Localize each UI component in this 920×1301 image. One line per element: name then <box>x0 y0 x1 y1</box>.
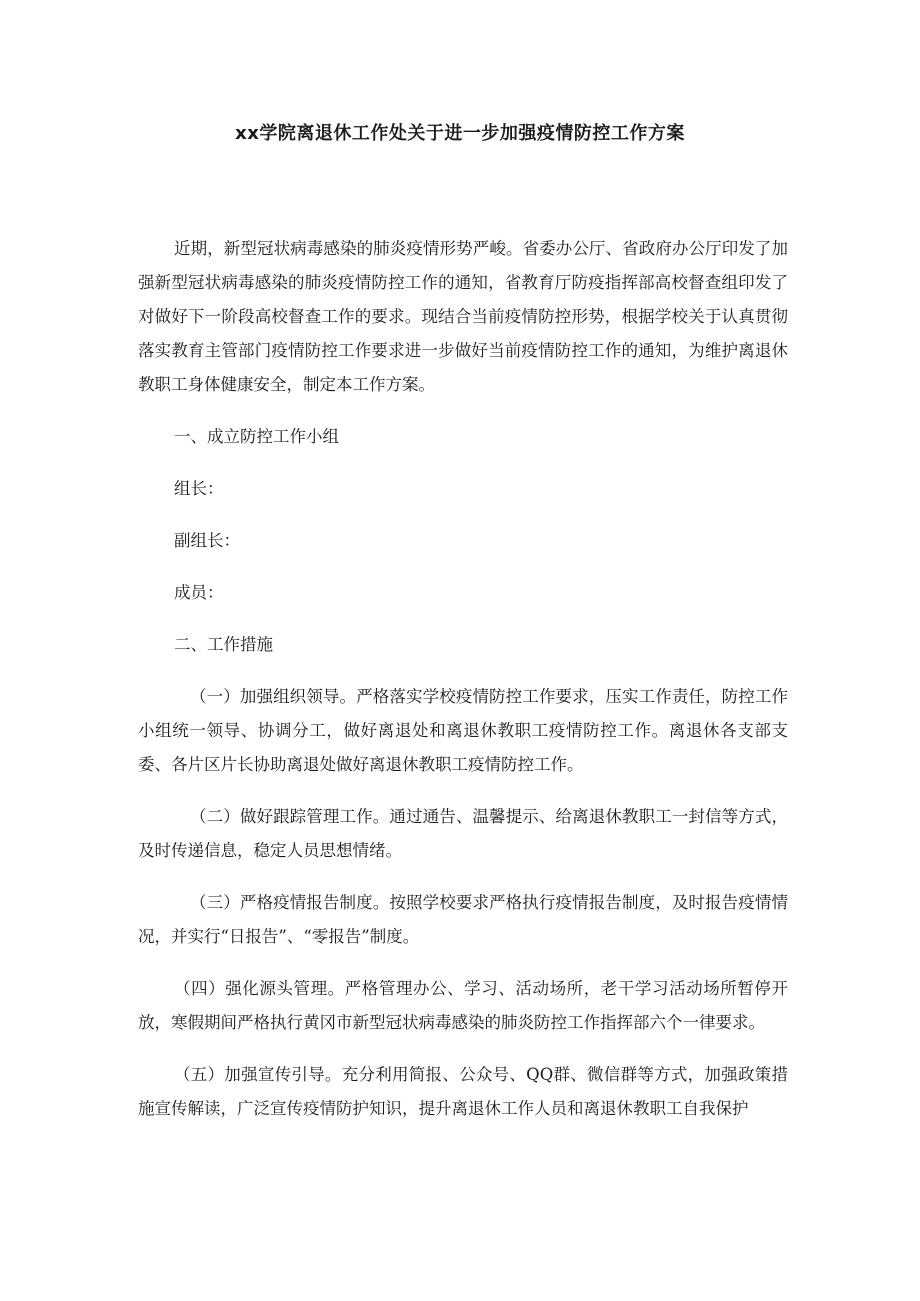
section-heading-2: 二、工作措施 <box>174 635 273 654</box>
members-label: 成员： <box>174 583 224 602</box>
section-heading-1: 一、成立防控工作小组 <box>174 427 339 446</box>
group-leader-label: 组长： <box>174 479 224 498</box>
document-title: xx学院离退休工作处关于进一步加强疫情防控工作方案 <box>235 123 685 144</box>
measure-item: （五）加强宣传引导。充分利用简报、公众号、QQ群、微信群等方式，加强政策措施宣传解读，广泛宣传疫情防护知识，提升离退休工作人员和离退休教职工自我保护 <box>138 1065 788 1118</box>
deputy-leader-label: 副组长： <box>174 531 240 550</box>
intro-paragraph: 近期，新型冠状病毒感染的肺炎疫情形势严峻。省委办公厅、省政府办公厅印发了加强新型冠状病毒感染的肺炎疫情防控工作的通知，省教育厅防疫指挥部高校督查组印发了对做好下一阶段高校督查工作的要求。现结合当前疫情防控形势，根据学校关于认真贯彻落实教育主管部门疫情防控工作要求进一步做好当前疫情防控工作的通知，为维护离退休教职工身体健康安全，制定本工作方案。 <box>138 239 788 394</box>
measure-item: （一）加强组织领导。严格落实学校疫情防控工作要求，压实工作责任，防控工作小组统一领导、协调分工，做好离退处和离退休教职工疫情防控工作。离退休各支部支委、各片区片长协助离退处做好离退休教职工疫情防控工作。 <box>138 687 788 774</box>
measure-item: （四）强化源头管理。严格管理办公、学习、活动场所，老干学习活动场所暂停开放，寒假期间严格执行黄冈市新型冠状病毒感染的肺炎防控工作指挥部六个一律要求。 <box>138 979 788 1032</box>
document-body <box>138 232 788 1126</box>
measure-item: （三）严格疫情报告制度。按照学校要求严格执行疫情报告制度，及时报告疫情情况，并实行“日报告”、“零报告”制度。 <box>138 893 788 946</box>
measure-item: （二）做好跟踪管理工作。通过通告、温馨提示、给离退休教职工一封信等方式，及时传递信息，稳定人员思想情绪。 <box>138 807 788 860</box>
